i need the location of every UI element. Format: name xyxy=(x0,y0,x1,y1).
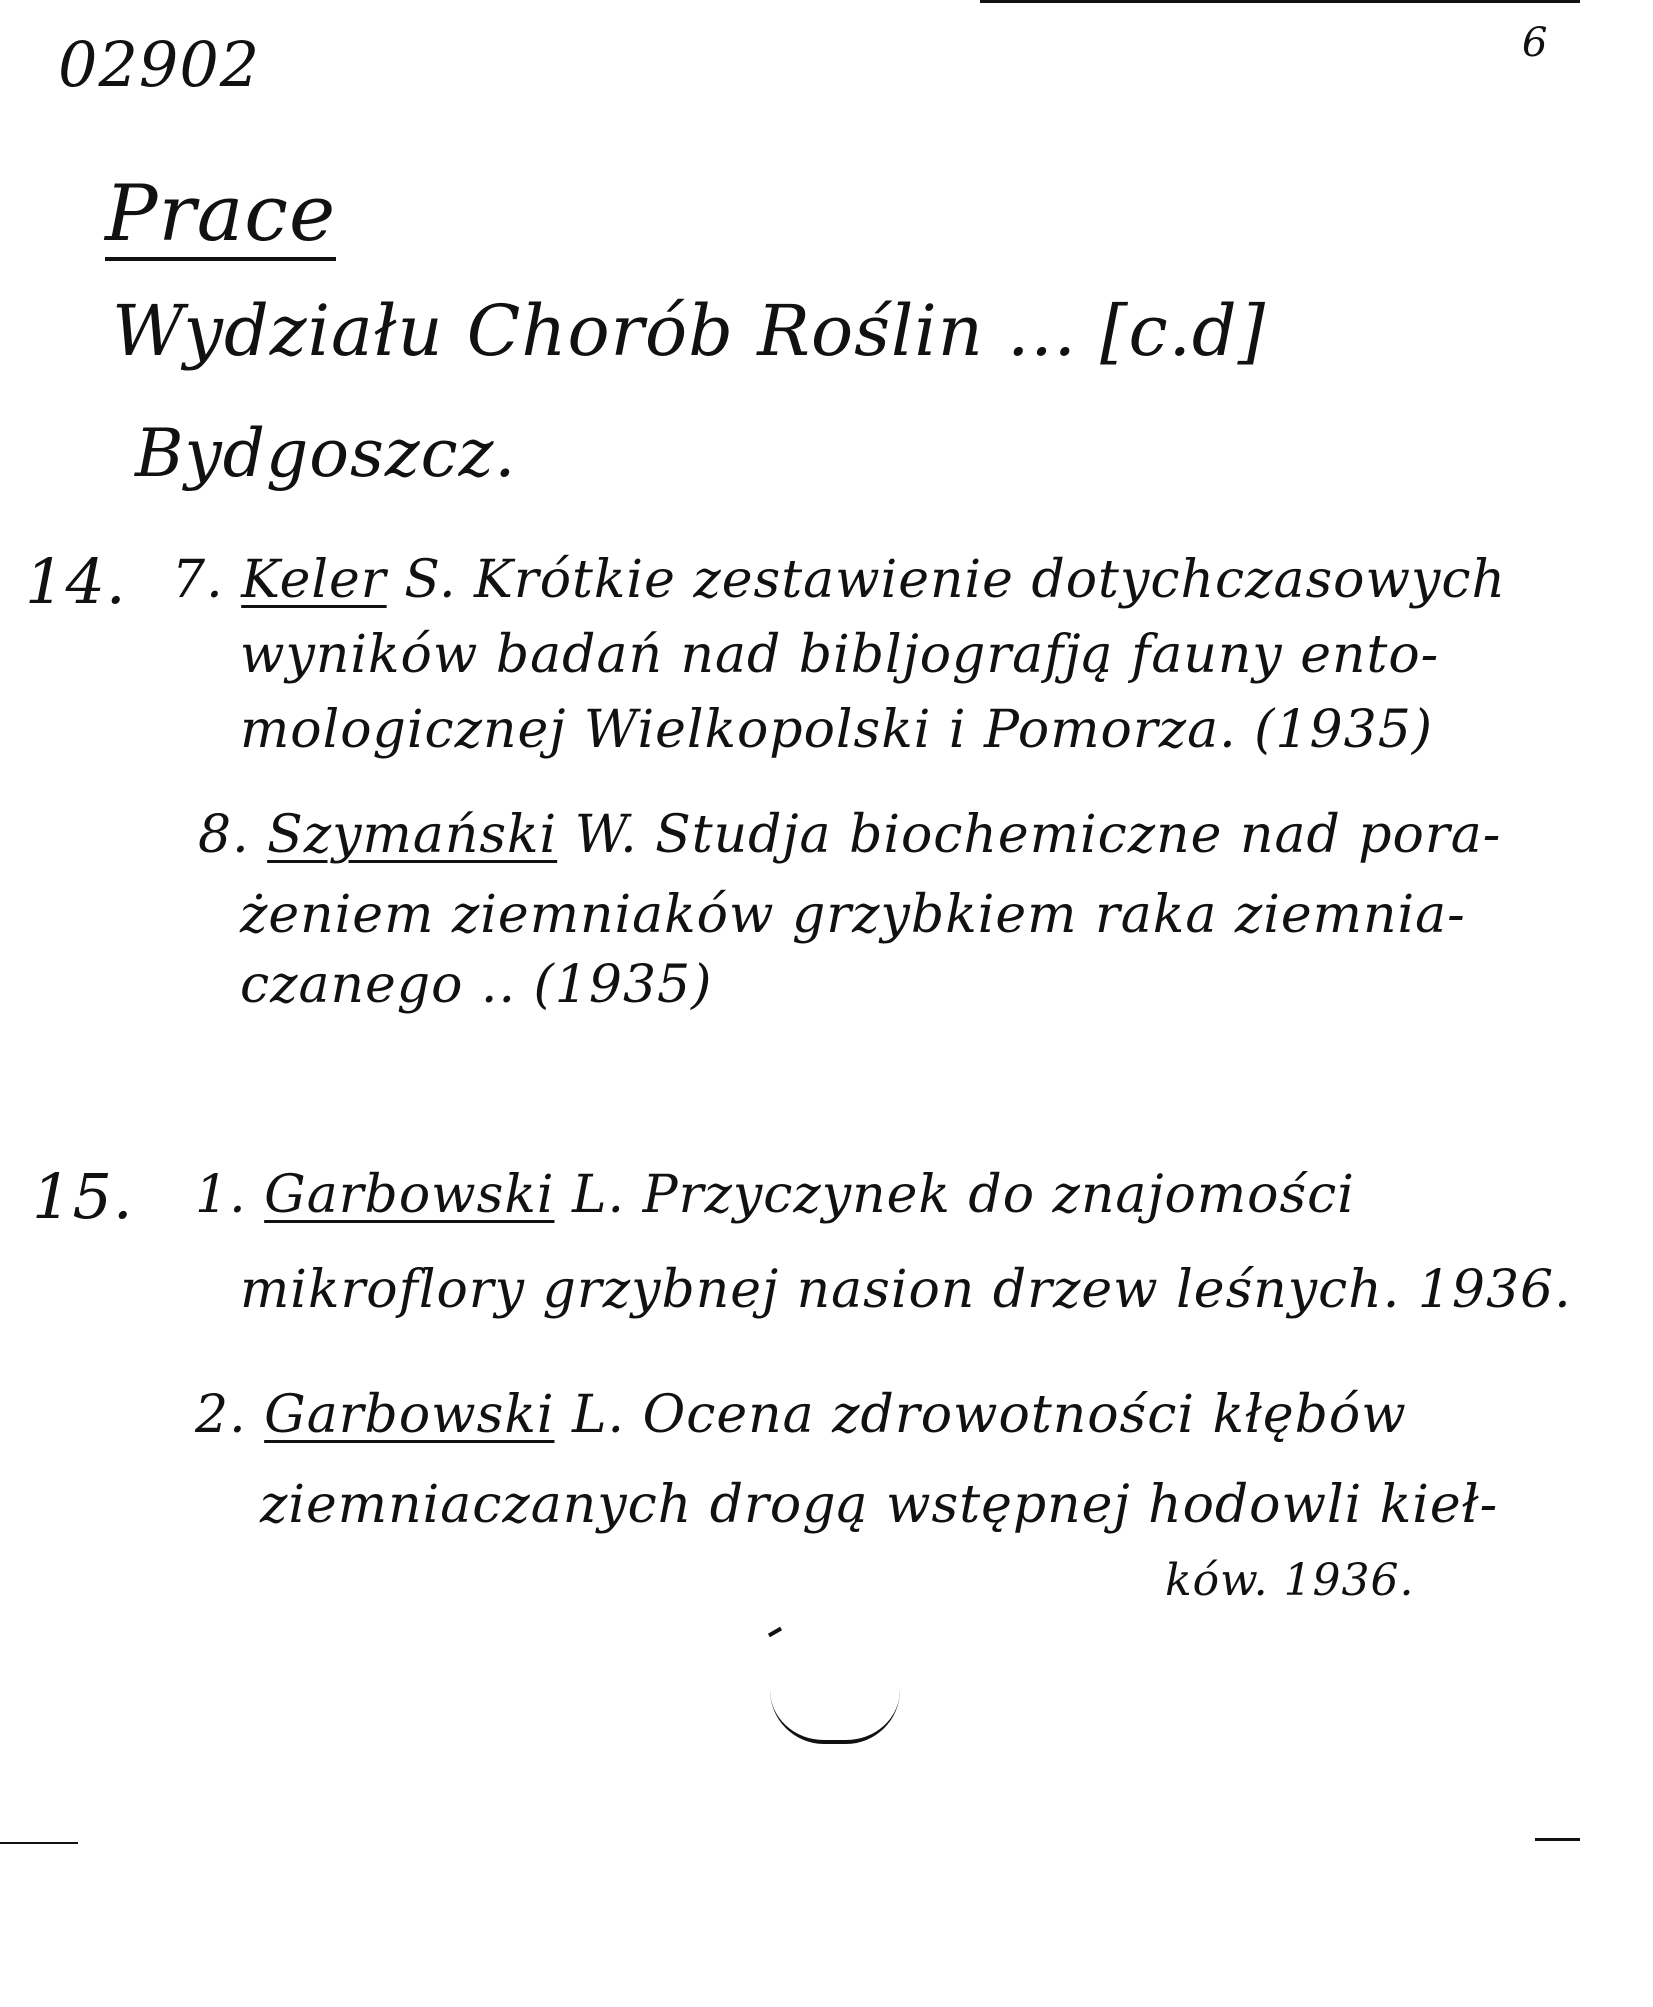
scan-edge-right-mark xyxy=(1535,1838,1580,1841)
entry-author: Szymański xyxy=(267,805,558,865)
entry-14-8-line-2: żeniem ziemniaków grzybkiem raka ziemnia- xyxy=(240,885,1466,945)
group-number-14: 14. xyxy=(25,545,127,618)
entry-author: Keler xyxy=(241,550,387,610)
entry-index: 2. xyxy=(195,1385,247,1445)
title-word: Prace xyxy=(105,169,337,259)
scan-edge-top xyxy=(980,0,1580,3)
entry-14-7-line-1 xyxy=(172,550,1506,610)
entry-text: L. Ocena zdrowotności kłębów xyxy=(572,1385,1407,1445)
group-number-15: 15. xyxy=(32,1160,134,1233)
entry-index: 7. xyxy=(172,550,224,610)
entry-14-7-line-2: wyników badań nad bibljografją fauny ento- xyxy=(240,625,1440,685)
entry-author: Garbowski xyxy=(264,1165,555,1225)
entry-15-2-line-3: ków. 1936. xyxy=(1165,1555,1415,1606)
stray-ink-curve xyxy=(770,1690,900,1744)
scan-edge-left-mark xyxy=(0,1842,78,1844)
entry-text: W. Studja biochemiczne nad pora- xyxy=(574,805,1502,865)
entry-15-2-line-2: ziemniaczanych drogą wstępnej hodowli kieł- xyxy=(260,1475,1499,1535)
entry-text: L. Przyczynek do znajomości xyxy=(572,1165,1355,1225)
entry-15-2-line-1 xyxy=(195,1385,1407,1445)
entry-index: 8. xyxy=(198,805,250,865)
entry-14-8-line-1 xyxy=(198,805,1501,865)
entry-text: S. Krótkie zestawienie dotychczasowych xyxy=(404,550,1506,610)
title-subtitle: Wydziału Chorób Roślin ... [c.d] xyxy=(112,290,1267,372)
stray-ink-mark xyxy=(768,1627,782,1637)
entry-14-7-line-3: mologicznej Wielkopolski i Pomorza. (1935) xyxy=(240,700,1434,760)
entry-author: Garbowski xyxy=(264,1385,555,1445)
catalog-number: 02902 xyxy=(58,28,261,101)
entry-15-1-line-2: mikroflory grzybnej nasion drzew leśnych. 1936. xyxy=(240,1260,1572,1320)
page-number: 6 xyxy=(1522,20,1549,66)
entry-15-1-line-1 xyxy=(195,1165,1355,1225)
title-place: Bydgoszcz. xyxy=(135,415,517,492)
entry-index: 1. xyxy=(195,1165,247,1225)
entry-14-8-line-3: czanego .. (1935) xyxy=(240,955,713,1015)
